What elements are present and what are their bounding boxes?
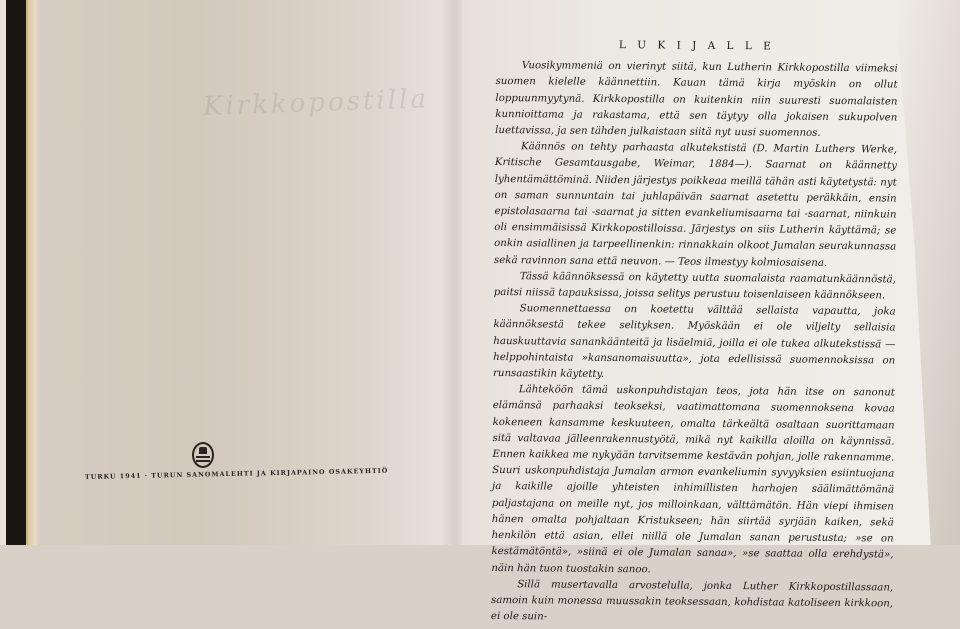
paragraph: Suomennettaessa on koetettu välttää sellaista vapautta, joka käännöksestä tekee selityksen. Myöskään ei ole viljelty sellaisia hauskuuttavia sanankäänteitä ja lisäelmiä, joilla ei ole tukea alkutekstissä — helppohintaista »kansanomaisuutta», jota edellisissä suomennoksissa on runsaastikin käytetty. xyxy=(493,303,896,381)
book-cover-edge xyxy=(0,0,30,545)
imprint-line: TURKU 1941 · TURUN SANOMALEHTI JA KIRJAPAINO OSAKEYHTIÖ xyxy=(84,466,389,481)
publisher-emblem-icon xyxy=(192,442,214,468)
paragraph: Käännös on tehty parhaasta alkutekstistä (D. Martin Luthers Werke, Kritische Gesamtausgabe, Weimar, 1884—). Saarnat on käännetty lyhentämättöminä. Niiden järjestys poikkeaa meillä tähän asti käytetystä: nyt on saman sunnuntain tai juhlapäivän saarnat asetettu peräkkäin, ensin epistolasaarna tai -saarnat ja sitten evankeliumisaarna tai -saarnat, niinkuin oli ensimmäisissä Kirkkopostilloissa. Järjestys on siis Lutherin käyttämä; se onkin asiallinen ja tarpeellinenkin: rinnakkain olkoot Jumalan seurakunnassa sekä ravinnon sana että neuvon. — Teos ilmestyy kolmiosaisena. xyxy=(493,141,898,269)
page-edge xyxy=(28,0,40,545)
left-page xyxy=(28,0,448,545)
paragraph: Vuosikymmeniä on vierinyt siitä, kun Lutherin Kirkkopostilla viimeksi suomen kielelle käännettiin. Kauan tämä kirja myöskin on ollut loppuunmyytynä. Kirkkopostilla on kuitenkin niin suuresti suomalaisten kunnioittama ja rakastama, että sen täytyy olla jokaisen sukupolven luettavissa, ja sen tähden julkaistaan siitä nyt uusi suomennos. xyxy=(495,60,898,139)
page-title: L U K I J A L L E xyxy=(618,39,775,53)
paragraph: Tässä käännöksessä on käytetty uutta suomalaista raamatunkäännöstä, paitsi niissä tapauksissa, joissa selitys perustuu toisenlaiseen käännökseen. xyxy=(493,271,896,302)
preface-text xyxy=(491,36,898,629)
paragraph: Lähteköön tämä uskonpuhdistajan teos, jota hän itse on sanonut elämänsä parhaaksi teokseksi, vaatimattomana suomennoksena kovaa kokeneen kansamme keskuuteen, omalta tärkeältä osaltaan suorittamaan sitä valtavaa jälleenrakennustyötä, mikä nyt kaikilla aloilla on käynnissä. Ennen kaikkea me nykyään tarvitsemme kestävän pohjan, jolle rakennamme. Suuri uskonpuhdistaja Jumalan armon evankeliumin syvyyksien esiintuojana ja kaikille ajoille yhteisten inhimillisten harhojen säälimättömänä paljastajana on meille nyt, jos milloinkaan, välttämätön. Hän viepi ihmisen hänen omalta pohjaltaan Kristukseen; hän siirtää syrjään kaiken, sekä henkilön että asian, ellei niillä ole Jumalan sanan perustusta; »se on kestämätöntä», »siinä ei ole Jumalan sanaa», »se saattaa olla erehdystä», näin hän tuon tuostakin sanoo. xyxy=(491,384,895,575)
paragraph: Sillä musertavalla arvostelulla, jonka Luther Kirkkopostillassaan, samoin kuin monessa muussakin teoksessaan, kohdistaa katoliseen kirkkoon, ei ole suin- xyxy=(490,578,894,623)
bleed-through-text: Kirkkopostilla xyxy=(202,84,430,122)
